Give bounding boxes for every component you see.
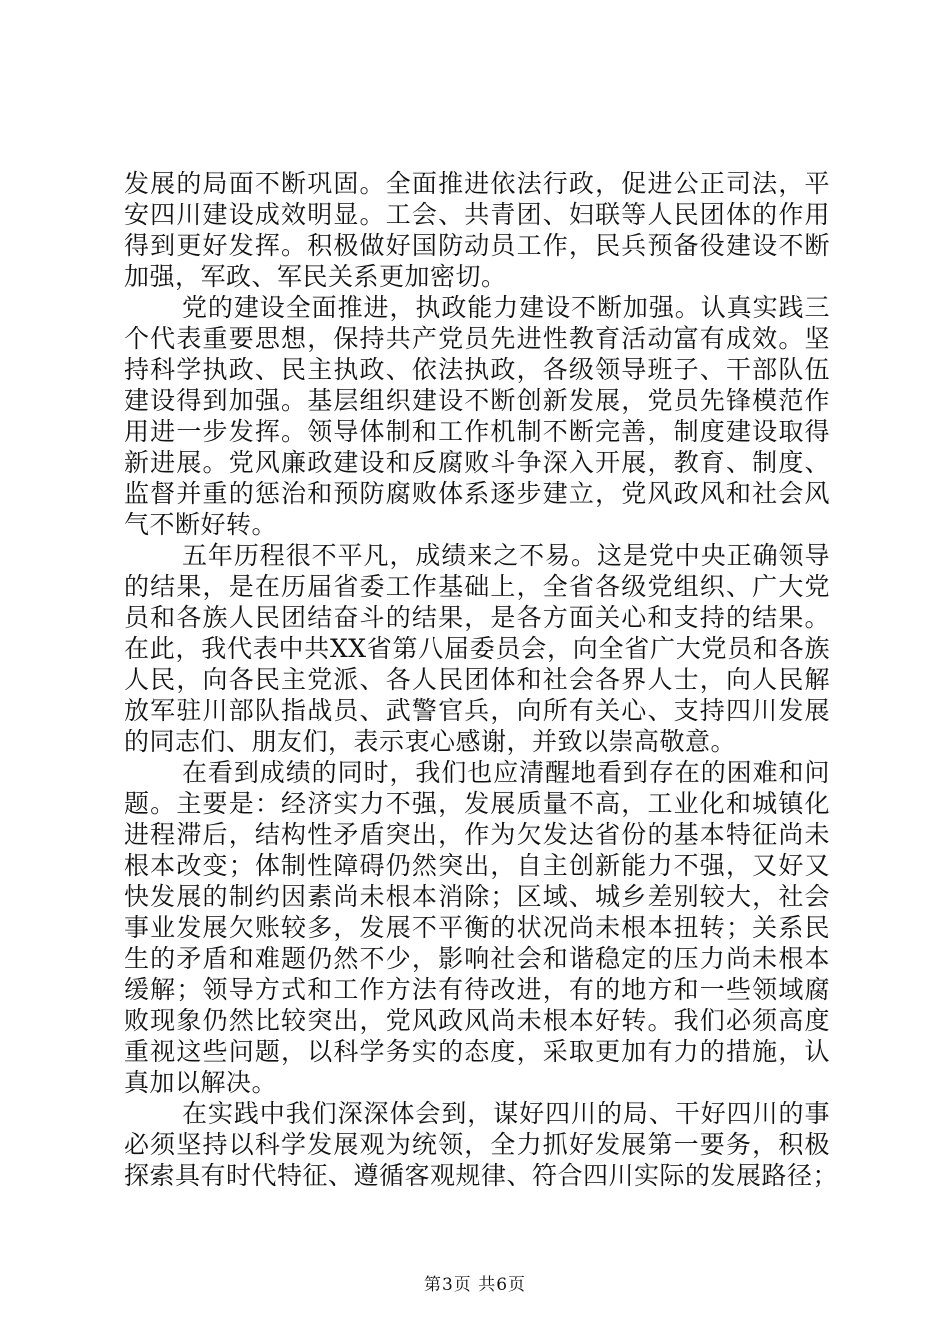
text-line: 生的矛盾和难题仍然不少，影响社会和谐稳定的压力尚未根本 xyxy=(124,944,830,973)
text-line: 监督并重的惩治和预防腐败体系逐步建立，党风政风和社会风 xyxy=(124,479,830,508)
text-line: 人民，向各民主党派、各人民团体和社会各界人士，向人民解 xyxy=(124,665,830,694)
text-line: 安四川建设成效明显。工会、共青团、妇联等人民团体的作用 xyxy=(124,200,830,229)
text-line: 必须坚持以科学发展观为统领，全力抓好发展第一要务，积极 xyxy=(124,1130,830,1159)
text-line: 持科学执政、民主执政、依法执政，各级领导班子、干部队伍 xyxy=(124,355,830,384)
paragraph-first-line: 在看到成绩的同时，我们也应清醒地看到存在的困难和问 xyxy=(182,758,830,787)
text-line: 的同志们、朋友们，表示衷心感谢，并致以崇高敬意。 xyxy=(124,727,737,756)
text-line: 快发展的制约因素尚未根本消除；区域、城乡差别较大，社会 xyxy=(124,882,830,911)
paragraph-first-line: 在实践中我们深深体会到，谋好四川的局、干好四川的事 xyxy=(182,1099,830,1128)
text-line: 气不断好转。 xyxy=(124,510,278,539)
text-line: 在此，我代表中共XX省第八届委员会，向全省广大党员和各族 xyxy=(124,634,830,663)
text-line: 重视这些问题，以科学务实的态度，采取更加有力的措施，认 xyxy=(124,1037,830,1066)
text-line: 题。主要是：经济实力不强，发展质量不高，工业化和城镇化 xyxy=(124,789,830,818)
text-line: 探索具有时代特征、遵循客观规律、符合四川实际的发展路径； xyxy=(124,1161,839,1190)
body-text xyxy=(124,168,839,1191)
text-line: 建设得到加强。基层组织建设不断创新发展，党员先锋模范作 xyxy=(124,386,830,415)
text-line: 新进展。党风廉政建设和反腐败斗争深入开展，教育、制度、 xyxy=(124,448,830,477)
text-line: 加强，军政、军民关系更加密切。 xyxy=(124,262,507,291)
text-line: 个代表重要思想，保持共产党员先进性教育活动富有成效。坚 xyxy=(124,324,830,353)
paragraph-first-line: 五年历程很不平凡，成绩来之不易。这是党中央正确领导 xyxy=(182,541,830,570)
text-line: 得到更好发挥。积极做好国防动员工作，民兵预备役建设不断 xyxy=(124,231,830,260)
text-line: 进程滞后，结构性矛盾突出，作为欠发达省份的基本特征尚未 xyxy=(124,820,830,849)
text-line: 败现象仍然比较突出，党风政风尚未根本好转。我们必须高度 xyxy=(124,1006,830,1035)
text-line: 发展的局面不断巩固。全面推进依法行政，促进公正司法，平 xyxy=(124,169,830,198)
text-line: 缓解；领导方式和工作方法有待改进，有的地方和一些领域腐 xyxy=(124,975,830,1004)
text-line: 的结果，是在历届省委工作基础上，全省各级党组织、广大党 xyxy=(124,572,830,601)
paragraph-first-line: 党的建设全面推进，执政能力建设不断加强。认真实践三 xyxy=(182,293,830,322)
text-line: 用进一步发挥。领导体制和工作机制不断完善，制度建设取得 xyxy=(124,417,830,446)
text-line: 员和各族人民团结奋斗的结果，是各方面关心和支持的结果。 xyxy=(124,603,830,632)
text-line: 真加以解决。 xyxy=(124,1068,278,1097)
page-number-footer: 第3页 共6页 xyxy=(423,1275,527,1295)
text-line: 事业发展欠账较多，发展不平衡的状况尚未根本扭转；关系民 xyxy=(124,913,830,942)
text-line: 放军驻川部队指战员、武警官兵，向所有关心、支持四川发展 xyxy=(124,696,830,725)
text-line: 根本改变；体制性障碍仍然突出，自主创新能力不强，又好又 xyxy=(124,851,830,880)
